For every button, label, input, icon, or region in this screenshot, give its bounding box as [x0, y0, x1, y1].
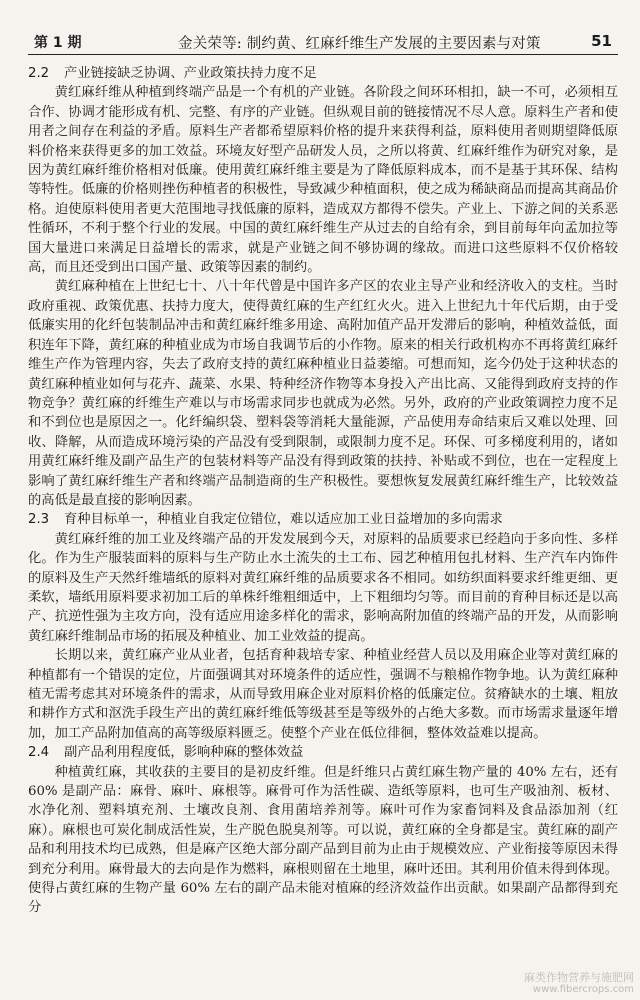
section-number: 2.4: [28, 745, 50, 761]
paragraph: 长期以来，黄红麻产业从业者，包括育种栽培专家、种植业经营人员以及用麻企业等对黄红麻的种植都有一个错误的定位，片面强调其对环境条件的适应性，强调不与粮棉作物争地。认为黄红麻种植无需考虑其对环境条件的需求，从而导致用麻企业对原料价格的低廉定位。贫瘠缺水的土壤、粗放和耕作方式和沤洗手段生产出的黄红麻纤维低等级甚至是等级外的占绝大多数。而市场需求量逐年增加，加工产品附加值高的高等级原料匮乏。使整个产业在低位徘徊，整体效益难以提高。: [28, 648, 618, 741]
section-number: 2.2: [28, 66, 50, 81]
section-2-4: [28, 743, 618, 918]
watermark-url: www.fibercrops.com: [532, 984, 634, 995]
section-heading: [28, 510, 618, 529]
section-title: 产业链接缺乏协调、产业政策扶持力度不足: [64, 66, 317, 81]
running-header: [28, 30, 618, 55]
watermark-name: 麻类作物营养与施肥网: [524, 971, 634, 984]
section-heading: [28, 64, 618, 83]
paragraph: 黄红麻种植在上世纪七十、八十年代曾是中国许多产区的农业主导产业和经济收入的支柱。当时政府重视、政策优惠、扶持力度大，使得黄红麻的生产红红火火。进入上世纪九十年代后期，由于受低廉实用的化纤包装制品冲击和黄红麻纤维多用途、高附加值产品开发滞后的影响，种植效益低，面积连年下降，黄红麻的种植业成为市场自我调节后的小作物。原来的相关行政机构亦不再将黄红麻纤维生产作为管理内容，失去了政府支持的黄红麻种植业日益萎缩。可想而知，迄今仍处于这种状态的黄红麻种植业如何与花卉、蔬菜、水果、特种经济作物等本身投入产出比高、又能得到政府支持的作物竞争？黄红麻的纤维生产难以与市场需求同步也就成为必然。另外，政府的产业政策调控力度不足和不到位也是原因之一。化纤编织袋、塑料袋等消耗大量能源，产品使用寿命结束后又难以处理、回收、降解，从而造成环境污染的产品没有受到限制，或限制力度不足。环保、可多梯度利用的，诸如用黄红麻纤维及副产品生产的包装材料等产品没有得到政策的扶持、补贴或不到位，也在一定程度上影响了黄红麻纤维生产者和终端产品制造商的生产积极性。要想恢复发展黄红麻纤维生产，比较效益的高低是最直接的影响因素。: [28, 279, 618, 508]
section-2-3: [28, 510, 618, 743]
paragraph: 种植黄红麻，其收获的主要目的是初皮纤维。但是纤维只占黄红麻生物产量的 40% 左右，还有 60% 是副产品：麻骨、麻叶、麻根等。麻骨可作为活性碳、造纸等原料，也可生产吸油剂、板材、水净化剂、塑料填充剂、土壤改良剂、食用菌培养剂等。麻叶可作为家畜饲料及食品添加剂（红麻）。麻根也可炭化制成活性炭，生产脱色脱臭剂等。可以说，黄红麻的全身都是宝。黄红麻的副产品和利用技术均已成熟，但是麻产区绝大部分副产品到目前为止由于规模效应、产业衔接等原因未得到充分利用。麻骨最大的去向是作为燃料，麻根则留在土地里，麻叶还田。其利用价值未得到体现。使得占黄红麻的生物产量 60% 左右的副产品未能对植麻的经济效益作出贡献。如果副产品都得到充分: [28, 764, 618, 916]
paragraph: 黄红麻纤维从种植到终端产品是一个有机的产业链。各阶段之间环环相扣，缺一不可，必须相互合作、协调才能形成有机、完整、有序的产业链。但纵观目前的链接情况不尽人意。原料生产者和使用者之间存在利益的矛盾。原料生产者都希望原料价格的提升来获得利益，原料使用者则期望降低原料价格来获得更多的加工效益。环境友好型产品研发人员，之所以将黄、红麻纤维作为研究对象，是因为黄红麻纤维价格相对低廉。使用黄红麻纤维主要是为了降低原料成本，而不是基于其环保、结构等特性。低廉的价格则挫伤种植者的积极性，导致减少种植面积，使之成为稀缺商品而提高其商品价格。迫使原料使用者更大范围地寻找低廉的原料，造成双方都得不偿失。产业上、下游之间的关系恶性循环，不利于整个行业的发展。中国的黄红麻纤维生产从过去的自给有余，到目前每年向孟加拉等国大量进口来满足日益增长的需求，就是产业链之间不够协调的缘故。而进口这些原料不仅价格较高，而且还受到出口国产量、政策等因素的制约。: [28, 85, 618, 276]
paragraph: 黄红麻纤维的加工业及终端产品的开发发展到今天，对原料的品质要求已经趋向于多向性、多样化。作为生产服装面料的原料与生产防止水土流失的土工布、园艺种植用包扎材料、生产汽车内饰件的原料及生产天然纤维墙纸的原料对黄红麻纤维的品质要求各不相同。如纺织面料要求纤维更细、更柔软，墙纸用原料要求初加工后的单株纤维粗细适中，上下粗细均匀等。而目前的育种目标还是以高产、抗逆性强为主攻方向，没有适应用途多样化的需求，影响高附加值的终端产品的开发，从而影响黄红麻纤维制品市场的拓展及种植业、加工业效益的提高。: [28, 531, 618, 644]
watermark: [524, 972, 634, 996]
section-title: 育种目标单一，种植业自我定位错位，难以适应加工业日益增加的多向需求: [64, 512, 503, 528]
page-number: 51: [591, 32, 612, 50]
section-heading: [28, 743, 618, 762]
section-2-2: [28, 64, 618, 510]
issue-number: 第 1 期: [34, 35, 82, 51]
section-title: 副产品利用程度低，影响种麻的整体效益: [64, 745, 304, 761]
article-body: [28, 64, 618, 988]
running-title: 金关荣等: 制约黄、红麻纤维生产发展的主要因素与对策: [178, 36, 541, 52]
section-number: 2.3: [28, 512, 50, 528]
